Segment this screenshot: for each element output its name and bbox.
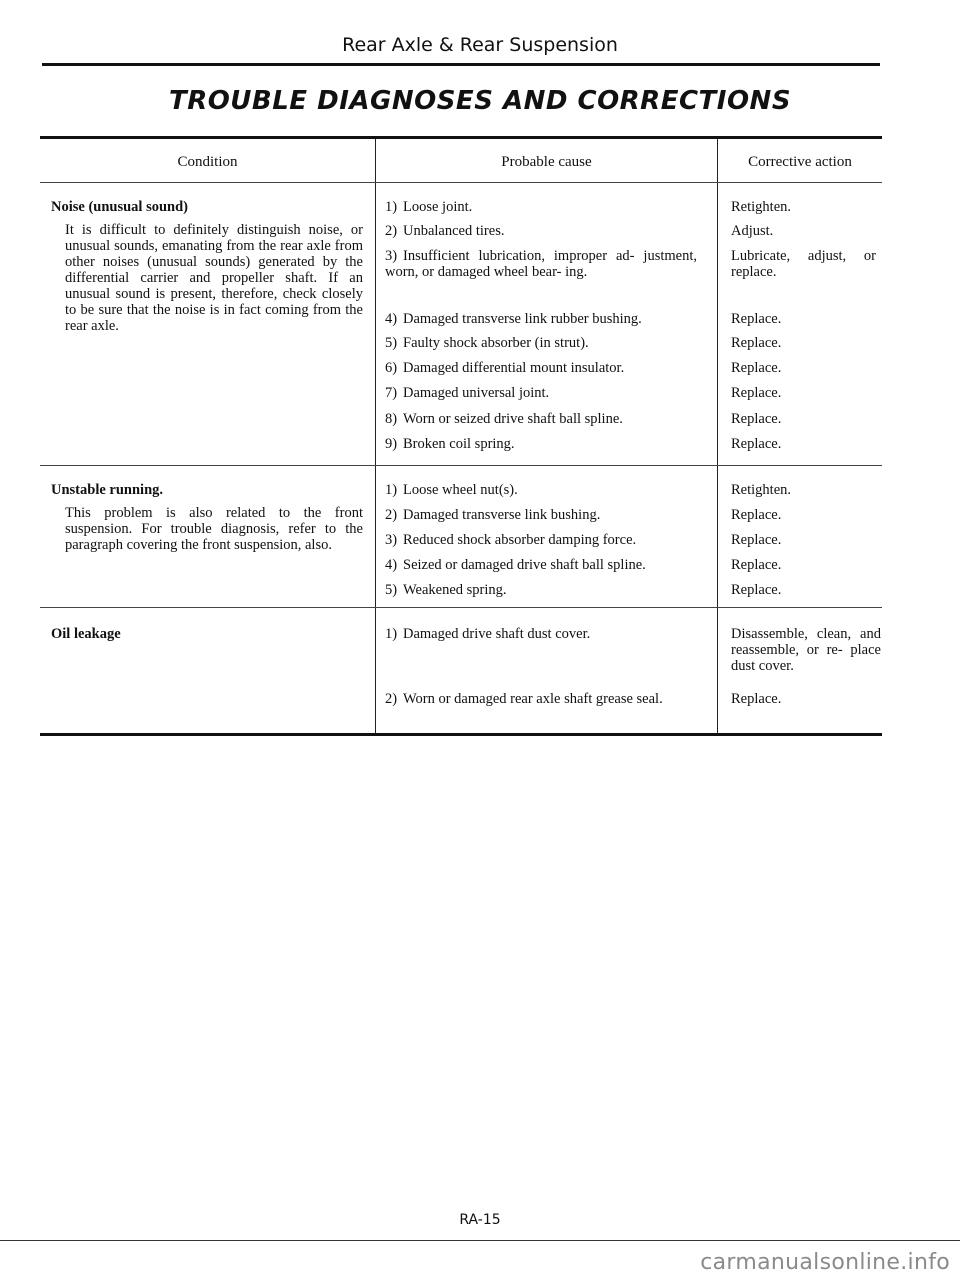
condition-description: It is difficult to definitely distinguish noise, or unusual sounds, emanating from the rear axle from other noises (unusual sounds) generated by the differential carrier and propeller shaft. If an unusual sound is present, therefore, check closely to be sure that the noise is in fact coming from the rear axle.	[65, 222, 363, 334]
cause-item	[385, 223, 700, 239]
cause-text: Damaged drive shaft dust cover.	[403, 626, 591, 642]
action-item: Replace.	[731, 311, 782, 327]
cause-item	[385, 411, 705, 427]
item-number: 1)	[385, 626, 398, 642]
condition-cell	[51, 626, 363, 642]
item-number: 7)	[385, 385, 398, 401]
item-number: 3)	[385, 532, 398, 548]
action-item: Replace.	[731, 691, 782, 707]
cause-item	[385, 507, 700, 523]
cause-text: Faulty shock absorber (in strut).	[403, 335, 589, 351]
action-item: Lubricate, adjust, or replace.	[731, 248, 876, 280]
condition-title: Noise (unusual sound)	[51, 199, 188, 215]
action-item: Replace.	[731, 360, 782, 376]
item-number: 2)	[385, 507, 398, 523]
condition-cell	[51, 199, 363, 334]
running-header: Rear Axle & Rear Suspension	[342, 34, 618, 56]
action-item: Replace.	[731, 582, 782, 598]
header-divider	[40, 182, 882, 183]
column-divider	[375, 139, 376, 733]
item-number: 1)	[385, 482, 398, 498]
cause-text: Weakened spring.	[403, 582, 507, 598]
cause-text: Damaged universal joint.	[403, 385, 550, 401]
action-item: Disassemble, clean, and reassemble, or re- place dust cover.	[731, 626, 881, 674]
action-item: Replace.	[731, 557, 782, 573]
cause-text: Insufficient lubrication, improper ad- justment, worn, or damaged wheel bear- ing.	[385, 248, 697, 280]
action-item: Retighten.	[731, 199, 792, 215]
cause-text: Loose wheel nut(s).	[403, 482, 518, 498]
cause-text: Reduced shock absorber damping force.	[403, 532, 637, 548]
cause-item	[385, 311, 710, 327]
cause-item	[385, 691, 695, 707]
table-bottom-rule	[40, 733, 882, 736]
action-item: Replace.	[731, 436, 782, 452]
cause-item	[385, 248, 697, 280]
condition-description: This problem is also related to the front suspension. For trouble diagnosis, refer to the paragraph covering the front suspension, also.	[65, 505, 363, 553]
action-item: Adjust.	[731, 223, 774, 239]
item-number: 8)	[385, 411, 398, 427]
column-header-corrective-action: Corrective action	[748, 154, 852, 170]
header-rule	[42, 63, 880, 66]
item-number: 3)	[385, 248, 398, 264]
page-number: RA-15	[459, 1212, 501, 1228]
cause-item	[385, 532, 705, 548]
action-item: Replace.	[731, 385, 782, 401]
action-item: Retighten.	[731, 482, 792, 498]
cause-item	[385, 335, 700, 351]
cause-item	[385, 436, 700, 452]
item-number: 5)	[385, 582, 398, 598]
group-divider	[40, 465, 882, 466]
page-title: TROUBLE DIAGNOSES AND CORRECTIONS	[168, 86, 792, 116]
action-item: Replace.	[731, 335, 782, 351]
item-number: 2)	[385, 223, 398, 239]
cause-text: Damaged transverse link bushing.	[403, 507, 601, 523]
item-number: 2)	[385, 691, 398, 707]
column-divider	[717, 139, 718, 733]
cause-item	[385, 626, 700, 642]
cause-text: Worn or seized drive shaft ball spline.	[403, 411, 623, 427]
cause-text: Worn or damaged rear axle shaft grease seal.	[403, 691, 663, 707]
cause-text: Unbalanced tires.	[403, 223, 505, 239]
item-number: 1)	[385, 199, 398, 215]
condition-title: Unstable running.	[51, 482, 164, 498]
group-divider	[40, 607, 882, 608]
footer-rule	[0, 1240, 960, 1241]
action-item: Replace.	[731, 411, 782, 427]
cause-item	[385, 582, 700, 598]
condition-cell	[51, 482, 363, 553]
item-number: 6)	[385, 360, 398, 376]
action-item: Replace.	[731, 507, 782, 523]
cause-text: Broken coil spring.	[403, 436, 515, 452]
condition-title: Oil leakage	[51, 626, 121, 642]
cause-item	[385, 360, 705, 376]
column-header-probable-cause: Probable cause	[501, 154, 592, 170]
item-number: 5)	[385, 335, 398, 351]
item-number: 9)	[385, 436, 398, 452]
cause-item	[385, 385, 700, 401]
cause-text: Damaged transverse link rubber bushing.	[403, 311, 642, 327]
cause-text: Seized or damaged drive shaft ball spline.	[403, 557, 646, 573]
item-number: 4)	[385, 557, 398, 573]
action-item: Replace.	[731, 532, 782, 548]
cause-item	[385, 557, 710, 573]
column-header-condition: Condition	[177, 154, 238, 170]
watermark: carmanualsonline.info	[700, 1250, 950, 1275]
cause-item	[385, 199, 700, 215]
item-number: 4)	[385, 311, 398, 327]
cause-text: Damaged differential mount insulator.	[403, 360, 625, 376]
cause-text: Loose joint.	[403, 199, 473, 215]
cause-item	[385, 482, 700, 498]
table-top-rule	[40, 136, 882, 139]
